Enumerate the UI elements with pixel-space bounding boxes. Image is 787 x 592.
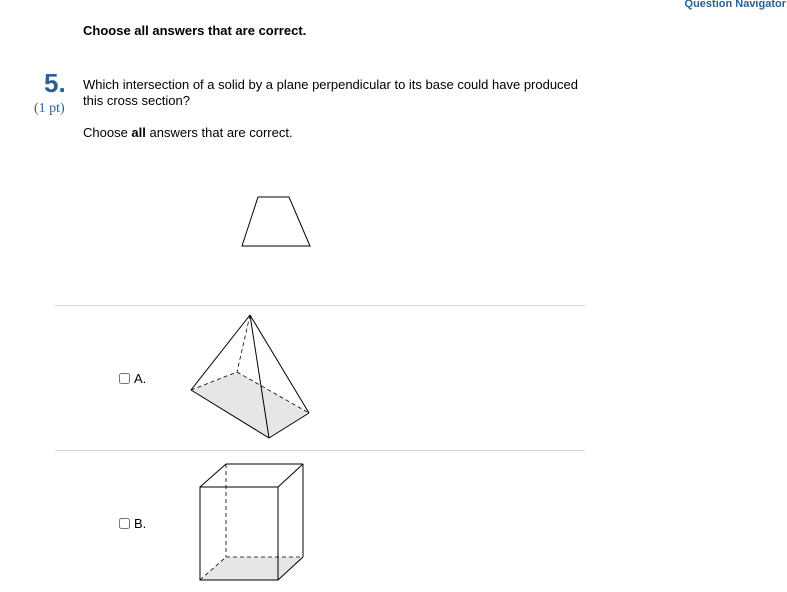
question-points: (1 pt) <box>34 101 65 116</box>
question-number: 5. <box>44 68 66 98</box>
square-pyramid-figure <box>186 310 314 442</box>
option-b-label: B. <box>134 516 147 531</box>
option-a-label: A. <box>134 371 147 386</box>
divider <box>55 450 585 451</box>
choose-suffix: answers that are correct. <box>145 125 293 140</box>
option-a[interactable] <box>119 371 146 386</box>
instructions-text: Choose all answers that are correct. <box>83 23 307 38</box>
divider <box>55 305 585 306</box>
cross-section-trapezoid-figure <box>238 192 314 250</box>
choose-bold: all <box>131 125 146 140</box>
option-b-checkbox[interactable] <box>119 518 130 529</box>
question-navigator-link[interactable]: Question Navigator <box>684 0 786 10</box>
option-b[interactable] <box>119 516 146 531</box>
question-text: Which intersection of a solid by a plane perpendicular to its base could have produced this cross section? <box>83 77 579 108</box>
rectangular-prism-figure <box>196 460 308 586</box>
choose-all-instruction <box>83 125 293 140</box>
choose-prefix: Choose <box>83 125 132 140</box>
option-a-checkbox[interactable] <box>119 373 130 384</box>
